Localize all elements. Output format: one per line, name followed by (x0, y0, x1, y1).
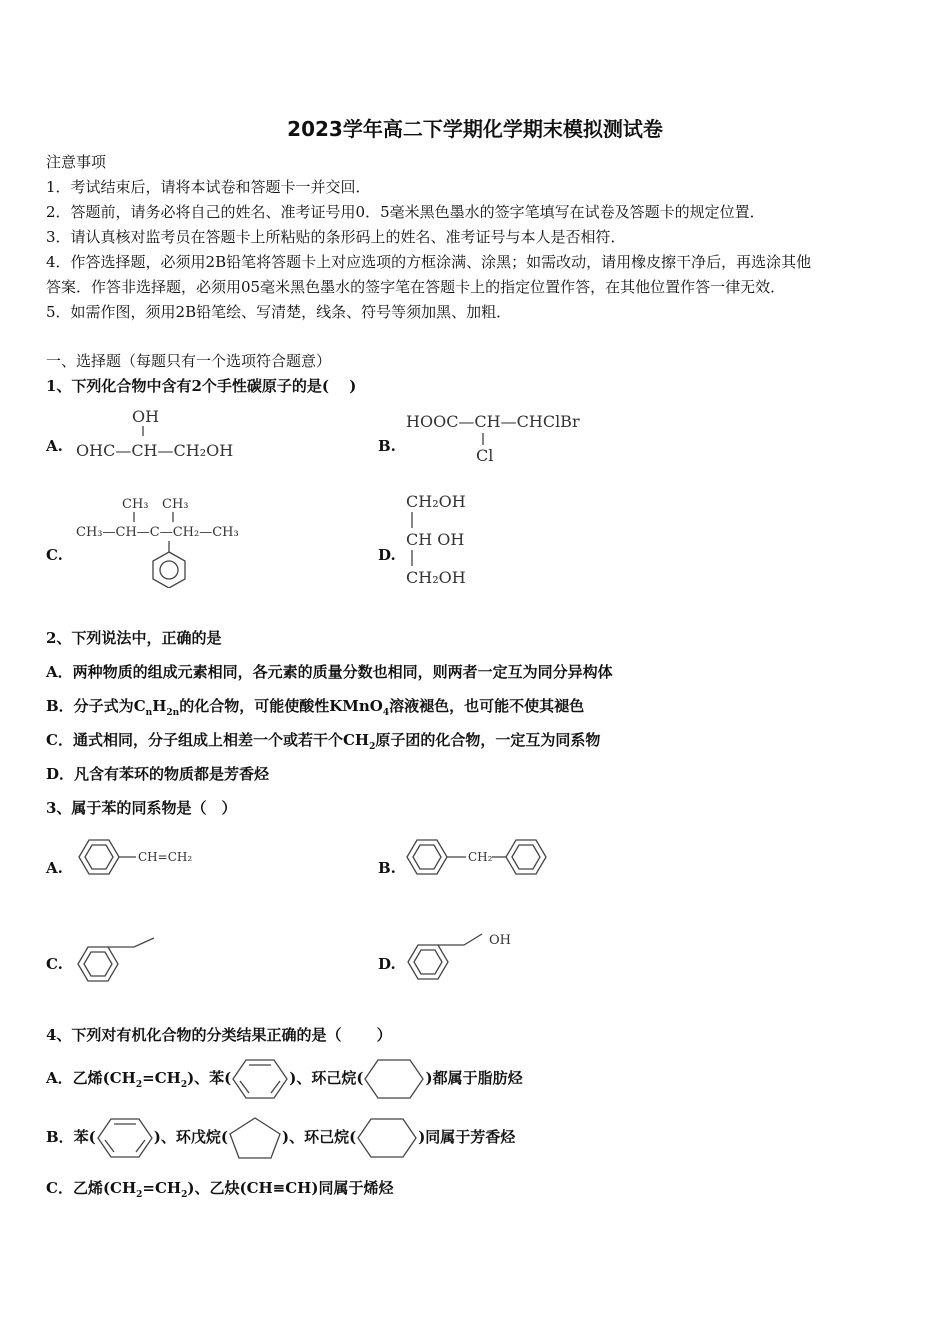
note-item: 2．答题前，请务必将自己的姓名、准考证号用0．5毫米黑色墨水的签字笔填写在试卷及答题卡的规定位置． (46, 203, 765, 221)
notes-heading: 注意事项 (46, 153, 107, 171)
cyclohexane-icon (356, 1116, 418, 1160)
q4-b-text3: )、环己烷( (281, 1128, 357, 1146)
q2-option-b[interactable] (46, 696, 584, 716)
q1-a-main: OHC—CH—CH₂OH (76, 441, 234, 460)
q4-b-text4: )同属于芳香烃 (418, 1128, 516, 1146)
q2-b-n: n (145, 708, 153, 718)
q4-c-sub2: 2 (181, 1190, 188, 1200)
q1-d-line1: CH₂OH (406, 492, 466, 511)
q1-option-d-label[interactable]: D. (378, 546, 396, 564)
q1-d-line2: CH OH (406, 530, 465, 549)
q2-c-post: 原子团的化合物，一定互为同系物 (375, 731, 601, 749)
q1-structure-c (72, 490, 272, 588)
q2-option-a[interactable]: A．两种物质的组成元素相同，各元素的质量分数也相同，则两者一定互为同分异构体 (46, 663, 613, 681)
q4-option-c[interactable] (46, 1178, 393, 1198)
q4-a-text2: =CH (142, 1069, 181, 1087)
q3-a-vinyl: CH=CH₂ (138, 850, 193, 864)
q2-b-4: 4 (382, 708, 390, 718)
q2-b-2n: 2n (166, 708, 180, 718)
q1-option-b-label[interactable]: B. (378, 437, 396, 455)
q4-option-a[interactable] (46, 1057, 523, 1103)
q3-option-b-label[interactable]: B. (378, 859, 396, 877)
q3-option-a-label[interactable]: A. (46, 859, 63, 877)
q4-a-text1: A．乙烯(CH (46, 1069, 136, 1087)
benzene-icon (231, 1057, 289, 1101)
q2-c-ch: CH (342, 731, 370, 749)
q2-c-pre: C．通式相同，分子组成上相差一个或若干个 (46, 731, 343, 749)
q1-a-oh: OH (132, 407, 160, 426)
q1-c-ch3-a: CH₃ (122, 497, 149, 512)
q2-b-mid: 的化合物，可能使酸性 (179, 697, 330, 715)
q3-stem: 3、属于苯的同系物是（ ） (46, 799, 237, 817)
q2-b-post: 溶液褪色，也可能不使其褪色 (389, 697, 585, 715)
q4-b-text1: B．苯( (46, 1128, 96, 1146)
cyclopentane-icon (228, 1116, 282, 1160)
q3-option-d-label[interactable]: D. (378, 955, 396, 973)
q4-c-text1: C．乙烯(CH (46, 1179, 137, 1197)
q3-b-ch2: CH₂ (468, 850, 493, 864)
section-heading: 一、选择题（每题只有一个选项符合题意） (46, 352, 332, 370)
q2-b-h: H (152, 697, 167, 715)
q2-b-c: C (133, 697, 146, 715)
q4-a-sub2: 2 (180, 1080, 188, 1090)
note-item: 答案．作答非选择题，必须用05毫米黑色墨水的签字笔在答题卡上的指定位置作答，在其他位置作答一律无效． (46, 278, 786, 296)
q1-c-main: CH₃—CH—C—CH₂—CH₃ (76, 525, 239, 540)
q1-d-line3: CH₂OH (406, 568, 466, 587)
q4-b-text2: )、环戊烷( (153, 1128, 228, 1146)
q4-option-b[interactable] (46, 1116, 515, 1162)
q3-structure-c (74, 934, 164, 986)
q4-c-text3: )、乙炔(CH≡CH)同属于烯烃 (187, 1179, 394, 1197)
benzene-icon (96, 1116, 154, 1160)
q2-option-d[interactable]: D．凡含有苯环的物质都是芳香烃 (46, 765, 270, 783)
q3-d-oh: OH (489, 933, 511, 948)
q1-stem: 1、下列化合物中含有2个手性碳原子的是( ) (46, 377, 357, 395)
note-item: 5．如需作图，须用2B铅笔绘、写清楚，线条、符号等须加黑、加粗． (46, 303, 512, 321)
q3-option-c-label[interactable]: C. (46, 955, 63, 973)
q4-stem: 4、下列对有机化合物的分类结果正确的是（ ） (46, 1026, 392, 1044)
q1-option-c-label[interactable]: C. (46, 546, 63, 564)
q4-a-text5: )都属于脂肪烃 (425, 1069, 523, 1087)
q2-option-c[interactable] (46, 730, 600, 750)
cyclohexane-icon (363, 1057, 425, 1101)
q3-structure-d (404, 926, 524, 984)
q1-b-main: HOOC—CH—CHClBr (406, 412, 580, 431)
q2-b-kmno: KMnO (329, 697, 383, 715)
q4-c-sub1: 2 (136, 1190, 143, 1200)
q3-structure-a (74, 834, 204, 882)
q4-a-text4: )、环己烷( (289, 1069, 364, 1087)
q2-stem: 2、下列说法中，正确的是 (46, 629, 222, 647)
q3-structure-b (404, 834, 554, 882)
note-item: 3．请认真核对监考员在答题卡上所粘贴的条形码上的姓名、准考证号与本人是否相符． (46, 228, 626, 246)
q1-structure-d (404, 487, 504, 587)
q4-a-sub1: 2 (135, 1080, 143, 1090)
q1-structure-a (72, 402, 272, 472)
note-item: 4．作答选择题，必须用2B铅笔将答题卡上对应选项的方框涂满、涂黑；如需改动，请用橡皮擦干净后，再选涂其他 (46, 253, 812, 271)
note-item: 1．考试结束后，请将本试卷和答题卡一并交回． (46, 178, 371, 196)
q4-c-text2: =CH (142, 1179, 182, 1197)
q1-option-a-label[interactable]: A. (46, 437, 63, 455)
page-title: 2023学年高二下学期化学期末模拟测试卷 (287, 117, 663, 141)
q2-b-pre: B．分子式为 (46, 697, 134, 715)
q1-structure-b (404, 405, 624, 470)
q1-c-ch3-b: CH₃ (162, 497, 189, 512)
q1-b-cl: Cl (476, 446, 494, 465)
q2-c-2: 2 (369, 742, 376, 752)
q4-a-text3: )、苯( (187, 1069, 232, 1087)
